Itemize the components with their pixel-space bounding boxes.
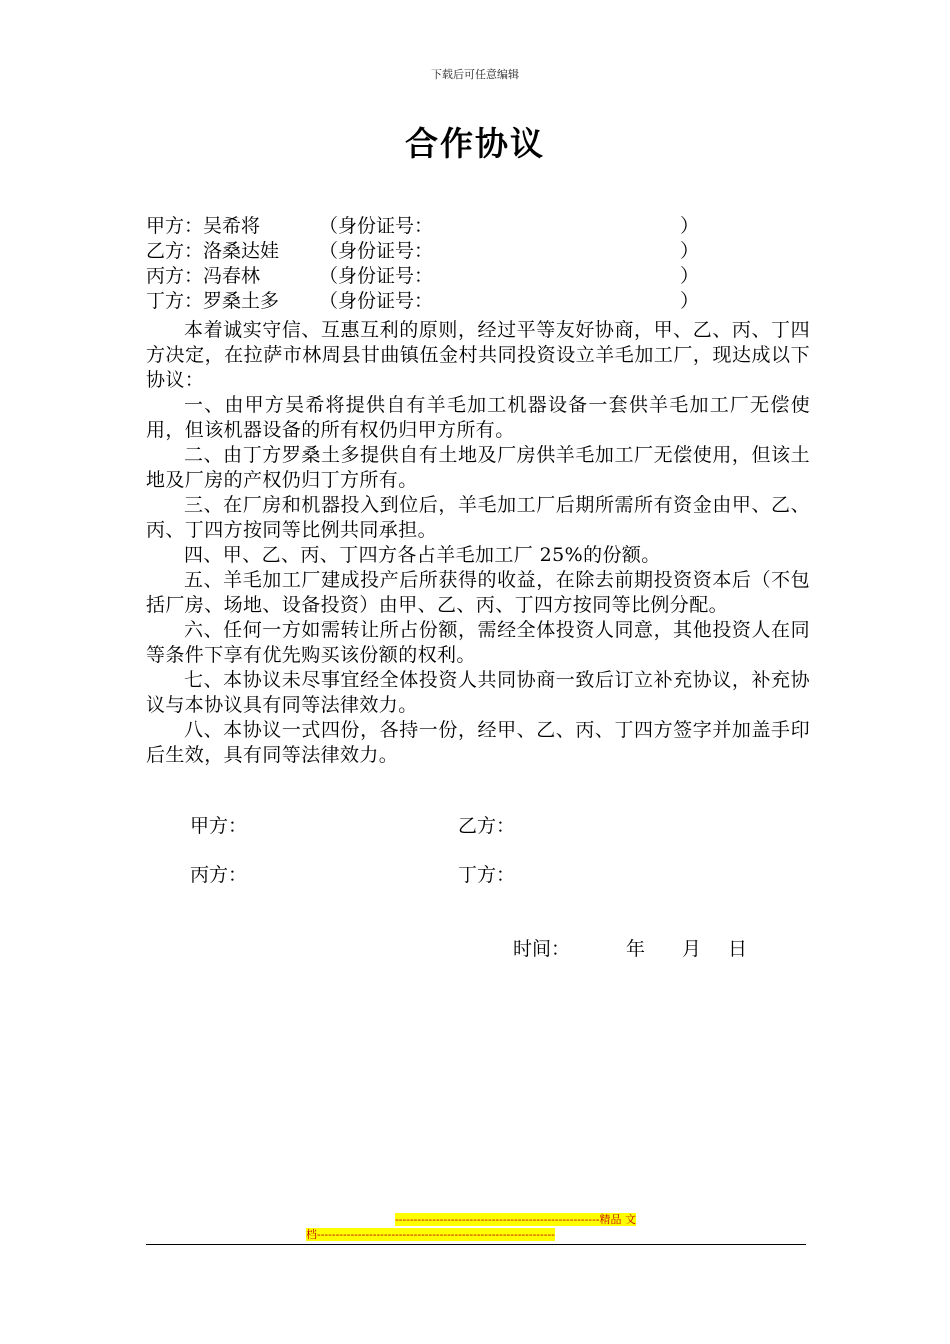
footer-line-2: 档---------------------------------------------------------------- [306, 1228, 555, 1241]
signature-party-d: 丁方： [458, 864, 516, 886]
party-a-id-label: （身份证号： [319, 215, 434, 237]
clause-8: 八、本协议一式四份，各持一份，经甲、乙、丙、丁四方签字并加盖手印后生效，具有同等法律效力。 [146, 719, 810, 766]
clause-3: 三、在厂房和机器投入到位后，羊毛加工厂后期所需所有资金由甲、乙、丙、丁四方按同等比例共同承担。 [146, 494, 810, 541]
party-row-a [146, 214, 806, 239]
party-b-id-close: ） [680, 240, 700, 262]
party-b-id-label: （身份证号： [319, 240, 434, 262]
party-c-id-label: （身份证号： [319, 265, 434, 287]
party-d-id-label: （身份证号： [319, 290, 434, 312]
party-a-id-close: ） [680, 215, 700, 237]
signature-party-a: 甲方： [190, 815, 248, 837]
clause-5: 五、羊毛加工厂建成投产后所获得的收益，在除去前期投资资本后（不包括厂房、场地、设备投资）由甲、乙、丙、丁四方按同等比例分配。 [146, 569, 810, 616]
agreement-body [146, 318, 810, 768]
clause-4: 四、甲、乙、丙、丁四方各占羊毛加工厂 25%的份额。 [184, 544, 661, 566]
header-note: 下载后可任意编辑 [431, 68, 519, 81]
footer-line-1: -------------------------------------------------------精品 文 [395, 1213, 636, 1226]
signature-month: 月 [682, 938, 702, 960]
party-c-name: 丙方：冯春林 [146, 265, 261, 287]
clause-1: 一、由甲方吴希将提供自有羊毛加工机器设备一套供羊毛加工厂无偿使用，但该机器设备的所有权仍归甲方所有。 [146, 394, 810, 441]
signature-time-label: 时间： [513, 938, 571, 960]
party-d-name: 丁方：罗桑土多 [146, 290, 280, 312]
document-title: 合作协议 [405, 124, 545, 163]
signature-party-b: 乙方： [458, 815, 516, 837]
signature-party-c: 丙方： [190, 864, 248, 886]
signature-year: 年 [626, 938, 646, 960]
preamble-paragraph: 本着诚实守信、互惠互利的原则，经过平等友好协商，甲、乙、丙、丁四方决定，在拉萨市林周县甘曲镇伍金村共同投资设立羊毛加工厂，现达成以下协议： [146, 319, 810, 391]
clause-6: 六、任何一方如需转让所占份额，需经全体投资人同意，其他投资人在同等条件下享有优先购买该份额的权利。 [146, 619, 810, 666]
party-c-id-close: ） [680, 265, 700, 287]
footer-rule [146, 1244, 806, 1245]
party-list [146, 214, 806, 314]
party-d-id-close: ） [680, 290, 700, 312]
party-row-d [146, 289, 806, 314]
party-row-c [146, 264, 806, 289]
party-b-name: 乙方：洛桑达娃 [146, 240, 280, 262]
footer-watermark-banner [306, 1212, 636, 1242]
signature-day: 日 [728, 938, 748, 960]
party-row-b [146, 239, 806, 264]
clause-2: 二、由丁方罗桑土多提供自有土地及厂房供羊毛加工厂无偿使用，但该土地及厂房的产权仍归丁方所有。 [146, 444, 810, 491]
party-a-name: 甲方：吴希将 [146, 215, 261, 237]
clause-7: 七、本协议未尽事宜经全体投资人共同协商一致后订立补充协议，补充协议与本协议具有同等法律效力。 [146, 669, 810, 716]
